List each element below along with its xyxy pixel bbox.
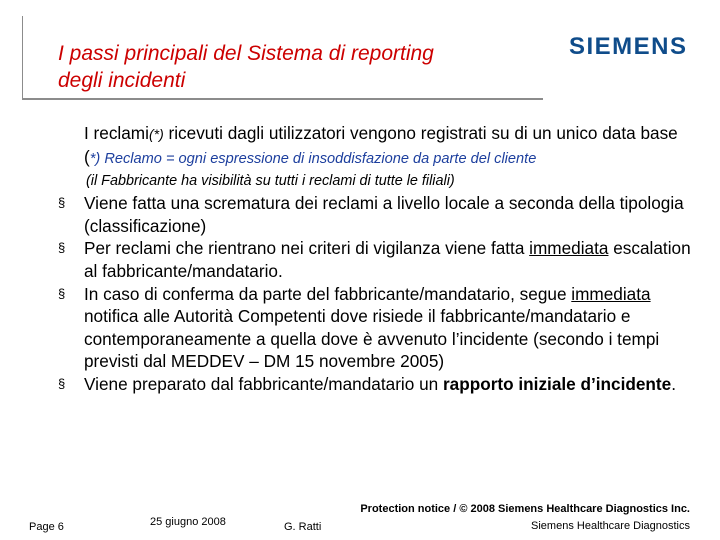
bullet-text: Viene fatta una scrematura dei reclami a livello locale a seconda della tipologia (classificazione)	[84, 193, 684, 236]
bullet-text: In caso di conferma da parte del fabbricante/mandatario, segue	[84, 283, 572, 304]
bullet-item-escalation	[58, 237, 698, 282]
bullet-marker-icon: §	[58, 195, 66, 211]
bullet-text: .	[671, 373, 676, 394]
footer-author: G. Ratti	[284, 521, 322, 533]
bullet-item-notification	[58, 283, 698, 373]
footer-company: Siemens Healthcare Diagnostics	[531, 520, 690, 532]
bullet-text: Viene preparato dal fabbricante/mandatario un	[84, 373, 443, 394]
bullet-marker-icon: §	[58, 375, 66, 391]
bullet-marker-icon: §	[58, 240, 66, 256]
bullet-list	[58, 192, 698, 395]
siemens-logo: SIEMENS	[569, 33, 688, 60]
bullet-text: notifica alle Autorità Competenti dove risiede il fabbricante/mandatario e contemporaneamente a quella dove è avvenuto l’incidente (secondo i tempi previsti dal MEDDEV – DM 15 novembre 2005)	[84, 306, 660, 372]
slide-title	[58, 40, 528, 94]
bullet-text: escalation al fabbricante/mandatario.	[84, 238, 691, 281]
bullet-bold: rapporto iniziale d’incidente	[442, 373, 672, 394]
bullet-underlined: immediata	[571, 283, 651, 304]
intro-note: *) Reclamo = ogni espressione di insoddisfazione da parte del cliente	[89, 150, 537, 167]
title-line-2: degli incidenti	[58, 69, 186, 92]
footer-protection-notice: Protection notice / © 2008 Siemens Healthcare Diagnostics Inc.	[360, 503, 690, 515]
footer-page-number: Page 6	[29, 521, 64, 533]
bullet-item-screening	[58, 192, 698, 237]
intro-subnote: (il Fabbricante ha visibilità su tutti i reclami di tutte le filiali)	[86, 173, 455, 190]
slide-body	[58, 122, 698, 396]
intro-paragraph	[84, 122, 698, 170]
bullet-marker-icon: §	[58, 285, 66, 301]
title-line-1: I passi principali del Sistema di reporting	[58, 42, 434, 65]
bullet-underlined: immediata	[529, 238, 609, 259]
intro-text-a: I reclami	[84, 123, 149, 143]
footer-date: 25 giugno 2008	[150, 516, 226, 528]
bullet-text: Per reclami che rientrano nei criteri di vigilanza viene fatta	[84, 238, 530, 259]
intro-footnote-marker: (*)	[148, 126, 164, 142]
intro-text-b: ricevuti dagli utilizzatori vengono registrati su di un unico data base (	[84, 123, 678, 167]
bullet-item-report	[58, 373, 698, 396]
